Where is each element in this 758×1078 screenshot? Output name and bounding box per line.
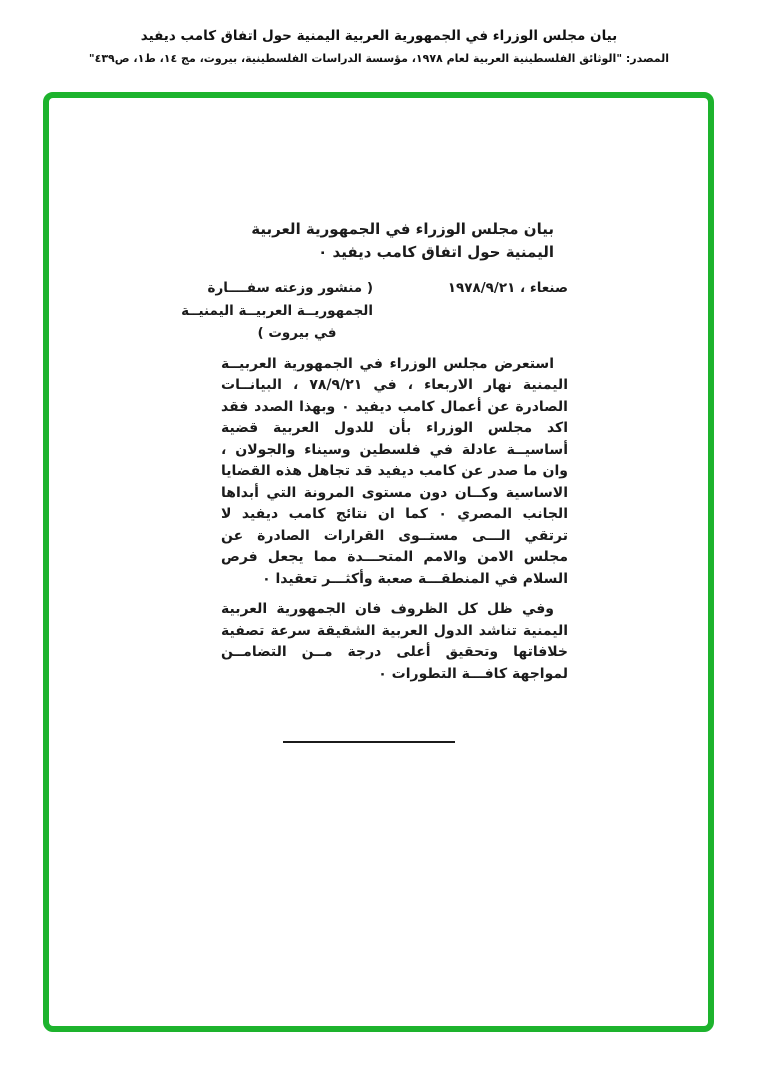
- document-title: بيان مجلس الوزراء في الجمهورية العربية اليمنية حول اتفاق كامب ديفيد ٠: [251, 220, 554, 261]
- dateline-row: [181, 277, 568, 345]
- body-paragraph: وفي ظل كل الظروف فان الجمهورية العربية اليمنية تناشد الدول العربية الشقيقة سرعة تصفية خلافاتها وتحقيق أعلى درجة مــن التضامــن لمواجهة كافـــة التطورات ٠: [221, 601, 568, 682]
- dateline: صنعاء ، ١٩٧٨/٩/٢١: [447, 280, 568, 296]
- distribution-note-line: ( منشور وزعته سفــــارة: [207, 280, 373, 296]
- page-header: [0, 28, 758, 65]
- body-paragraph: استعرض مجلس الوزراء في الجمهورية العربيــة اليمنية نهار الاربعاء ، في ٧٨/٩/٢١ ، البيانــات الصادرة عن أعمال كامب ديفيد ٠ وبهذا الصدد فقد اكد مجلس الوزراء بأن للدول العربية قضية أساسيــة عادلة في فلسطين وسيناء والجولان ، وان ما صدر عن كامب ديفيد قد تجاهل هذه القضايا الاساسية وكــان دون مستوى المرونة التي أبداها الجانب المصري ٠ كما ان نتائج كامب ديفيد لا ترتقي الـــى مستــوى القرارات الصادرة عن مجلس الامن والامم المتحـــدة مما يجعل فرص السلام في المنطقـــة صعبة وأكثـــر تعقيدا ٠: [221, 355, 568, 587]
- distribution-note: [181, 277, 373, 345]
- end-divider: [283, 741, 455, 743]
- page-header-source: المصدر: "الوثائق الفلسطينية العربية لعام ١٩٧٨، مؤسسة الدراسات الفلسطينية، بيروت، مج ١٤، ط١، ص٤٣٩": [88, 52, 670, 65]
- document-frame: [43, 92, 714, 1032]
- scanned-document: [181, 218, 568, 743]
- distribution-note-line: في بيروت ): [257, 325, 337, 341]
- page-header-title: بيان مجلس الوزراء في الجمهورية العربية اليمنية حول اتفاق كامب ديفيد: [140, 28, 618, 44]
- distribution-note-line: الجمهوريــة العربيــة اليمنيــة: [181, 302, 373, 319]
